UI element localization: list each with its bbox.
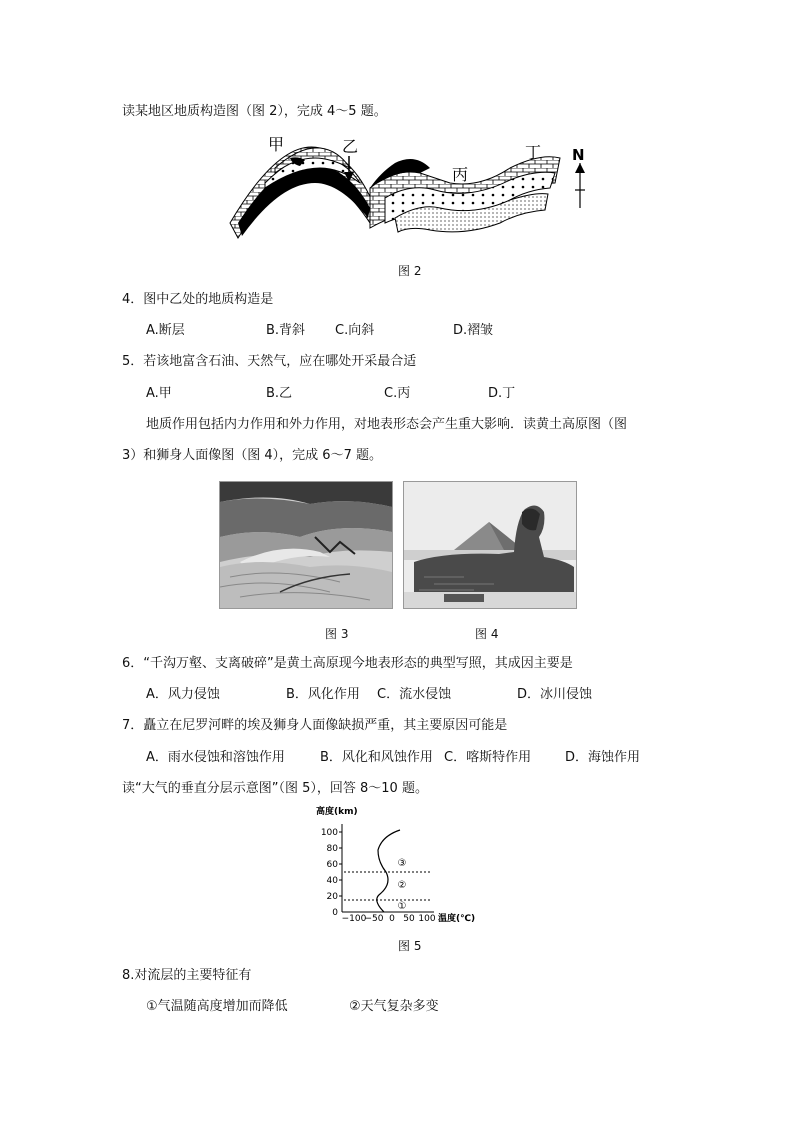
q6-option-d: D．冰川侵蚀	[517, 687, 593, 702]
fig5-xtick-50: 50	[403, 914, 415, 924]
fig2-label-jia: 甲	[268, 135, 285, 154]
fig5-xtick-0: 0	[389, 914, 395, 924]
fig3-caption: 图 3	[325, 627, 349, 641]
q7-option-b: B．风化和风蚀作用	[320, 750, 433, 765]
q6-stem: 6．“千沟万壑、支离破碎”是黄土高原现今地表形态的典型写照，其成因主要是	[122, 656, 573, 671]
q5-option-c: C.丙	[384, 386, 411, 401]
intro-fig5: 读“大气的垂直分层示意图”（图 5），回答 8～10 题。	[122, 781, 428, 796]
q7-option-a: A．雨水侵蚀和溶蚀作用	[146, 750, 285, 765]
q4-option-b: B.背斜	[266, 323, 306, 338]
q7-stem: 7．矗立在尼罗河畔的埃及狮身人面像缺损严重，其主要原因可能是	[122, 718, 508, 733]
fig2-label-bing: 丙	[452, 165, 469, 184]
fig2-geology-diagram	[220, 128, 600, 248]
fig5-ytick-20: 20	[326, 892, 338, 902]
q4-stem: 4．图中乙处的地质构造是	[122, 292, 274, 307]
fig5-layer-3-label: ③	[397, 858, 407, 869]
q5-option-b: B.乙	[266, 386, 293, 401]
fig5-atmosphere-diagram	[312, 802, 492, 924]
q8-stem: 8.对流层的主要特征有	[122, 968, 252, 983]
q8-item-1: ①气温随高度增加而降低	[146, 999, 288, 1014]
q7-option-c: C．喀斯特作用	[444, 750, 532, 765]
q6-option-c: C．流水侵蚀	[377, 687, 452, 702]
fig5-ytick-40: 40	[326, 876, 338, 886]
intro-fig34-line1: 地质作用包括内力作用和外力作用，对地表形态会产生重大影响．读黄土高原图（图	[146, 417, 628, 432]
fig5-ytick-100: 100	[320, 828, 338, 838]
fig2-caption: 图 2	[398, 264, 422, 278]
q8-item-2: ②天气复杂多变	[349, 999, 439, 1014]
q6-option-a: A．风力侵蚀	[146, 687, 220, 702]
fig5-xtick-100: 100	[418, 914, 436, 924]
q5-option-a: A.甲	[146, 386, 172, 401]
q6-option-b: B．风化作用	[286, 687, 360, 702]
fig2-label-yi: 乙	[342, 137, 359, 156]
fig5-ytick-0: 0	[332, 908, 338, 918]
fig5-xtick-m50: −50	[364, 914, 384, 924]
fig2-north-label: N	[572, 146, 585, 164]
fig5-xlabel: 温度(℃)	[438, 914, 476, 924]
fig4-caption: 图 4	[475, 627, 499, 641]
fig5-xtick-m100: −100	[341, 914, 367, 924]
intro-fig2: 读某地区地质构造图（图 2），完成 4～5 题。	[122, 104, 387, 119]
fig2-label-ding: 丁	[525, 143, 542, 162]
fig5-caption: 图 5	[398, 939, 422, 953]
q4-option-a: A.断层	[146, 323, 185, 338]
fig5-ylabel: 高度(km)	[316, 807, 358, 817]
fig3-loess-plateau-photo	[219, 481, 393, 609]
q7-option-d: D．海蚀作用	[565, 750, 641, 765]
fig5-ytick-60: 60	[326, 860, 338, 870]
fig5-ytick-80: 80	[326, 844, 338, 854]
fig5-layer-1-label: ①	[397, 901, 407, 912]
q4-option-c: C.向斜	[335, 323, 375, 338]
q5-option-d: D.丁	[488, 386, 516, 401]
fig4-sphinx-photo	[403, 481, 577, 609]
q5-stem: 5．若该地富含石油、天然气，应在哪处开采最合适	[122, 354, 417, 369]
q4-option-d: D.褶皱	[453, 323, 494, 338]
intro-fig34-line2: 3）和狮身人面像图（图 4），完成 6～7 题。	[122, 448, 382, 463]
fig5-layer-2-label: ②	[397, 880, 407, 891]
